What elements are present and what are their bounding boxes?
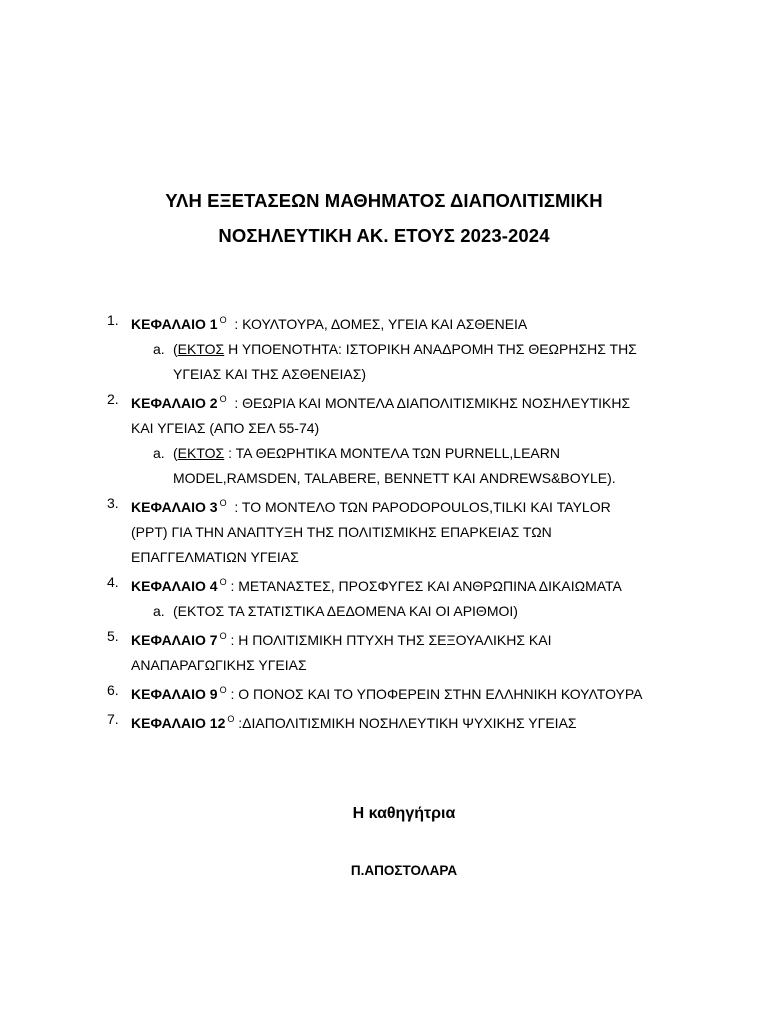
sub-text: : ΤΑ ΘΕΩΡΗΤΙΚΑ ΜΟΝΤΕΛΑ ΤΩΝ PURNELL,LEARN bbox=[224, 445, 560, 461]
title-line-2: ΝΟΣΗΛΕΥΤΙΚΗ ΑΚ. ΕΤΟΥΣ 2023-2024 bbox=[218, 225, 550, 246]
signer-name: Π.ΑΠΟΣΤΟΛΑΡΑ bbox=[350, 863, 458, 878]
ordinal-superscript: Ο bbox=[219, 631, 227, 641]
exclusion-note-1-continued bbox=[107, 362, 687, 387]
ordinal-superscript: Ο bbox=[219, 315, 227, 325]
chapter-text: : ΜΕΤΑΝΑΣΤΕΣ, ΠΡΟΣΦΥΓΕΣ ΚΑΙ ΑΝΘΡΩΠΙΝΑ ΔΙΚΑΙΩΜΑΤΑ bbox=[226, 578, 622, 594]
sub-open: ( bbox=[173, 341, 178, 357]
chapter-item-3-continued bbox=[107, 520, 687, 545]
item-number: 7. bbox=[107, 711, 119, 727]
sub-text: (ΕΚΤΟΣ ΤΑ ΣΤΑΤΙΣΤΙΚΑ ΔΕΔΟΜΕΝΑ ΚΑΙ ΟΙ ΑΡΙΘΜΟΙ) bbox=[173, 603, 518, 619]
chapter-list bbox=[107, 308, 687, 736]
chapter-item-3 bbox=[107, 491, 687, 520]
chapter-text: : ΤΟ ΜΟΝΤΕΛΟ ΤΩΝ PAPODOPOULOS,TILKI ΚΑΙ TAYLOR bbox=[226, 499, 611, 515]
chapter-label: ΚΕΦΑΛΑΙΟ 9 bbox=[131, 686, 218, 702]
item-number: 4. bbox=[107, 574, 119, 590]
item-number: 2. bbox=[107, 391, 119, 407]
chapter-text: : Η ΠΟΛΙΤΙΣΜΙΚΗ ΠΤΥΧΗ ΤΗΣ ΣΕΞΟΥΑΛΙΚΗΣ ΚΑΙ bbox=[226, 632, 552, 648]
exclusion-note-1 bbox=[107, 337, 687, 362]
item-number: 1. bbox=[107, 312, 119, 328]
chapter-item-6 bbox=[107, 678, 687, 707]
ordinal-superscript: Ο bbox=[219, 498, 227, 508]
item-number: 3. bbox=[107, 495, 119, 511]
signer-title: Η καθηγήτρια bbox=[352, 805, 456, 822]
chapter-text-line-3: ΕΠΑΓΓΕΛΜΑΤΙΩΝ ΥΓΕΙΑΣ bbox=[131, 549, 299, 565]
chapter-item-3-continued-2 bbox=[107, 545, 687, 570]
sub-letter: a. bbox=[153, 445, 165, 461]
chapter-text-line-2: (PPT) ΓΙΑ ΤΗΝ ΑΝΑΠΤΥΞΗ ΤΗΣ ΠΟΛΙΤΙΣΜΙΚΗΣ ΕΠΑΡΚΕΙΑΣ ΤΩΝ bbox=[131, 524, 552, 540]
chapter-item-4 bbox=[107, 570, 687, 599]
document-title bbox=[0, 183, 768, 253]
chapter-label: ΚΕΦΑΛΑΙΟ 7 bbox=[131, 632, 218, 648]
sub-open: ( bbox=[173, 445, 178, 461]
sub-underlined: ΕΚΤΟΣ bbox=[177, 341, 225, 357]
chapter-label: ΚΕΦΑΛΑΙΟ 1 bbox=[131, 316, 218, 332]
chapter-text-line-2: ΚΑΙ ΥΓΕΙΑΣ (ΑΠΟ ΣΕΛ 55-74) bbox=[131, 420, 320, 436]
chapter-text: :ΔΙΑΠΟΛΙΤΙΣΜΙΚΗ ΝΟΣΗΛΕΥΤΙΚΗ ΨΥΧΙΚΗΣ ΥΓΕΙΑΣ bbox=[234, 715, 577, 731]
chapter-item-5 bbox=[107, 624, 687, 653]
chapter-text: : Ο ΠΟΝΟΣ ΚΑΙ ΤΟ ΥΠΟΦΕΡΕΙΝ ΣΤΗΝ ΕΛΛΗΝΙΚΗ ΚΟΥΛΤΟΥΡΑ bbox=[226, 686, 643, 702]
chapter-label: ΚΕΦΑΛΑΙΟ 4 bbox=[131, 578, 218, 594]
chapter-text-line-2: ΑΝΑΠΑΡΑΓΩΓΙΚΗΣ ΥΓΕΙΑΣ bbox=[131, 657, 307, 673]
chapter-item-5-continued bbox=[107, 653, 687, 678]
ordinal-superscript: Ο bbox=[227, 714, 235, 724]
ordinal-superscript: Ο bbox=[219, 685, 227, 695]
chapter-text: : ΚΟΥΛΤΟΥΡΑ, ΔΟΜΕΣ, ΥΓΕΙΑ ΚΑΙ ΑΣΘΕΝΕΙΑ bbox=[226, 316, 528, 332]
chapter-label: ΚΕΦΑΛΑΙΟ 2 bbox=[131, 395, 218, 411]
ordinal-superscript: Ο bbox=[219, 394, 227, 404]
chapter-item-2 bbox=[107, 387, 687, 416]
sub-text-line-2: ΥΓΕΙΑΣ ΚΑΙ ΤΗΣ ΑΣΘΕΝΕΙΑΣ) bbox=[173, 366, 367, 382]
chapter-item-2-continued bbox=[107, 416, 687, 441]
sub-text: Η ΥΠΟΕΝΟΤΗΤΑ: ΙΣΤΟΡΙΚΗ ΑΝΑΔΡΟΜΗ ΤΗΣ ΘΕΩΡΗΣΗΣ ΤΗΣ bbox=[224, 341, 637, 357]
exclusion-note-2 bbox=[107, 441, 687, 466]
chapter-item-1 bbox=[107, 308, 687, 337]
sub-letter: a. bbox=[153, 603, 165, 619]
chapter-text: : ΘΕΩΡΙΑ ΚΑΙ ΜΟΝΤΕΛΑ ΔΙΑΠΟΛΙΤΙΣΜΙΚΗΣ ΝΟΣΗΛΕΥΤΙΚΗΣ bbox=[226, 395, 631, 411]
chapter-item-7 bbox=[107, 707, 687, 736]
sub-text-line-2: MODEL,RAMSDEN, TALABERE, BENNETT ΚΑΙ ANDREWS&BOYLE). bbox=[173, 470, 616, 486]
exclusion-note-4 bbox=[107, 599, 687, 624]
item-number: 6. bbox=[107, 682, 119, 698]
title-line-1: ΥΛΗ ΕΞΕΤΑΣΕΩΝ ΜΑΘΗΜΑΤΟΣ ΔΙΑΠΟΛΙΤΙΣΜΙΚΗ bbox=[165, 190, 603, 211]
ordinal-superscript: Ο bbox=[219, 577, 227, 587]
exclusion-note-2-continued bbox=[107, 466, 687, 491]
sub-underlined: ΕΚΤΟΣ bbox=[177, 445, 225, 461]
chapter-label: ΚΕΦΑΛΑΙΟ 3 bbox=[131, 499, 218, 515]
chapter-label: ΚΕΦΑΛΑΙΟ 12 bbox=[131, 715, 226, 731]
sub-letter: a. bbox=[153, 341, 165, 357]
item-number: 5. bbox=[107, 628, 119, 644]
